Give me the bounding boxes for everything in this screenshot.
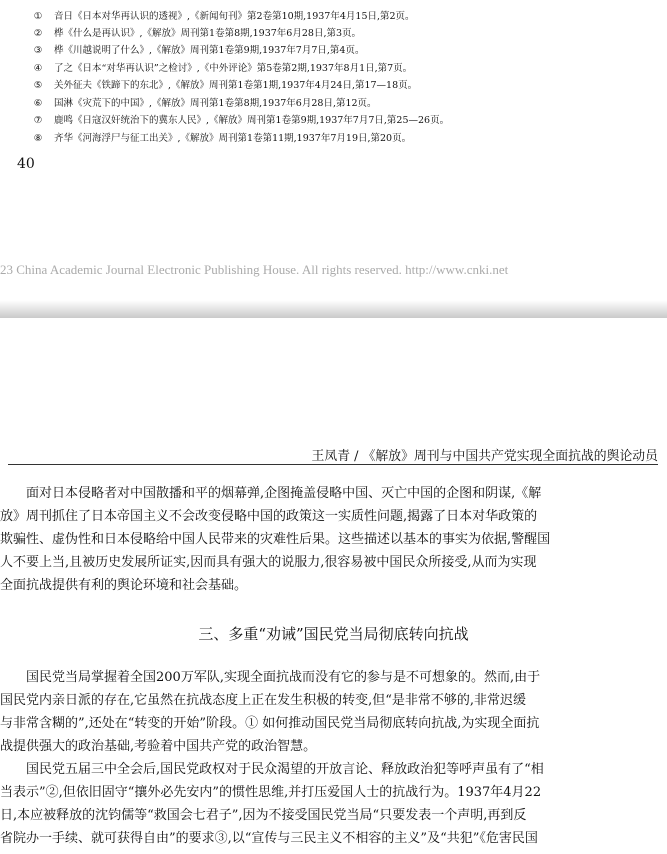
previous-page-fragment: ① 音日《日本对华再认识的透视》,《新闻旬刊》第2卷第10期,1937年4月15日,第2页。 ② 桦《什么是再认识》,《解放》周刊第1卷第8期,1937年6月28日,第3页。 ③ 桦《川越说明了什么》,《解放》周刊第1卷第9期,1937年7月7日,第4页。 ④ 了之《日本“对华再认识”之检讨》,《中外评论》第5卷第2期,1937年8月1日,第7页。 ⑤ 关外征夫《铁蹄下的东北》,《解放》周刊第1卷第1期,1937年4月24日,第17—18页。 ⑥ 国淋《灾荒下的中国》,《解放》周刊第1卷第8期,1937年6月28日,第12页。 ⑦ 鹿鸣《日寇汉奸统治下的冀东人民》,《解放》周刊第1卷第9期,1937年7月7日,第25—26页。 ⑧ 齐华《河海浮尸与征工出关》,《解放》周刊第1卷第11期,1937年7月19日,第20页。 40 23 China Academic Journal Electronic Publishing House. All rights reserved. http://www.cnki.net <box>0 0 667 300</box>
body-line: 全面抗战提供有利的舆论环境和社会基础。 <box>0 578 248 593</box>
body-line: 与非常含糊的”,还处在“转变的开始”阶段。① 如何推动国民党当局彻底转向抗战,为实现全面抗 <box>0 716 540 731</box>
body-line: 欺骗性、虚伪性和日本侵略给中国人民带来的灾难性后果。这些描述以基本的事实为依据,警醒国 <box>0 532 551 547</box>
body-line: 省院办一手续、就可获得自由”的要求③,以“宣传与三民主义不相容的主义”及“共犯”《危害民国 <box>0 831 538 846</box>
body-line: 战提供强大的政治基础,考验着中国共产党的政治智慧。 <box>0 739 317 754</box>
running-header: 王凤青 / 《解放》周刊与中国共产党实现全面抗战的舆论动员 <box>311 449 658 464</box>
copyright-notice: 23 China Academic Journal Electronic Publishing House. All rights reserved. http://www.cnki.net <box>0 262 509 277</box>
body-line: 日,本应被释放的沈钧儒等“救国会七君子”,因为不接受国民党当局“只要发表一个声明,再到反 <box>0 808 527 823</box>
section-title: 三、多重“劝诫”国民党当局彻底转向抗战 <box>198 625 469 643</box>
body-line: 人不要上当,且被历史发展所证实,因而具有强大的说服力,很容易被中国民众所接受,从而为实现 <box>0 555 537 570</box>
body-line: 国民党五届三中全会后,国民党政权对于民众渴望的开放言论、释放政治犯等呼声虽有了“相 <box>0 762 544 777</box>
body-line: 当表示”②,但依旧固守“攘外必先安内”的惯性思维,并打压爱国人士的抗战行为。1937年4月22 <box>0 785 542 800</box>
page-separator <box>0 300 667 318</box>
body-line: 国民党内亲日派的存在,它虽然在抗战态度上正在发生积极的转变,但“是非常不够的,非常迟缓 <box>0 693 527 708</box>
body-line: 面对日本侵略者对中国散播和平的烟幕弹,企图掩盖侵略中国、灭亡中国的企图和阴谋,《解 <box>0 486 542 501</box>
body-line: 放》周刊抓住了日本帝国主义不会改变侵略中国的政策这一实质性问题,揭露了日本对华政策的 <box>0 509 538 524</box>
header-rule <box>8 464 658 465</box>
body-line: 国民党当局掌握着全国200万军队,实现全面抗战而没有它的参与是不可想象的。然而,由于 <box>0 670 541 685</box>
page-number: 40 <box>17 156 35 172</box>
